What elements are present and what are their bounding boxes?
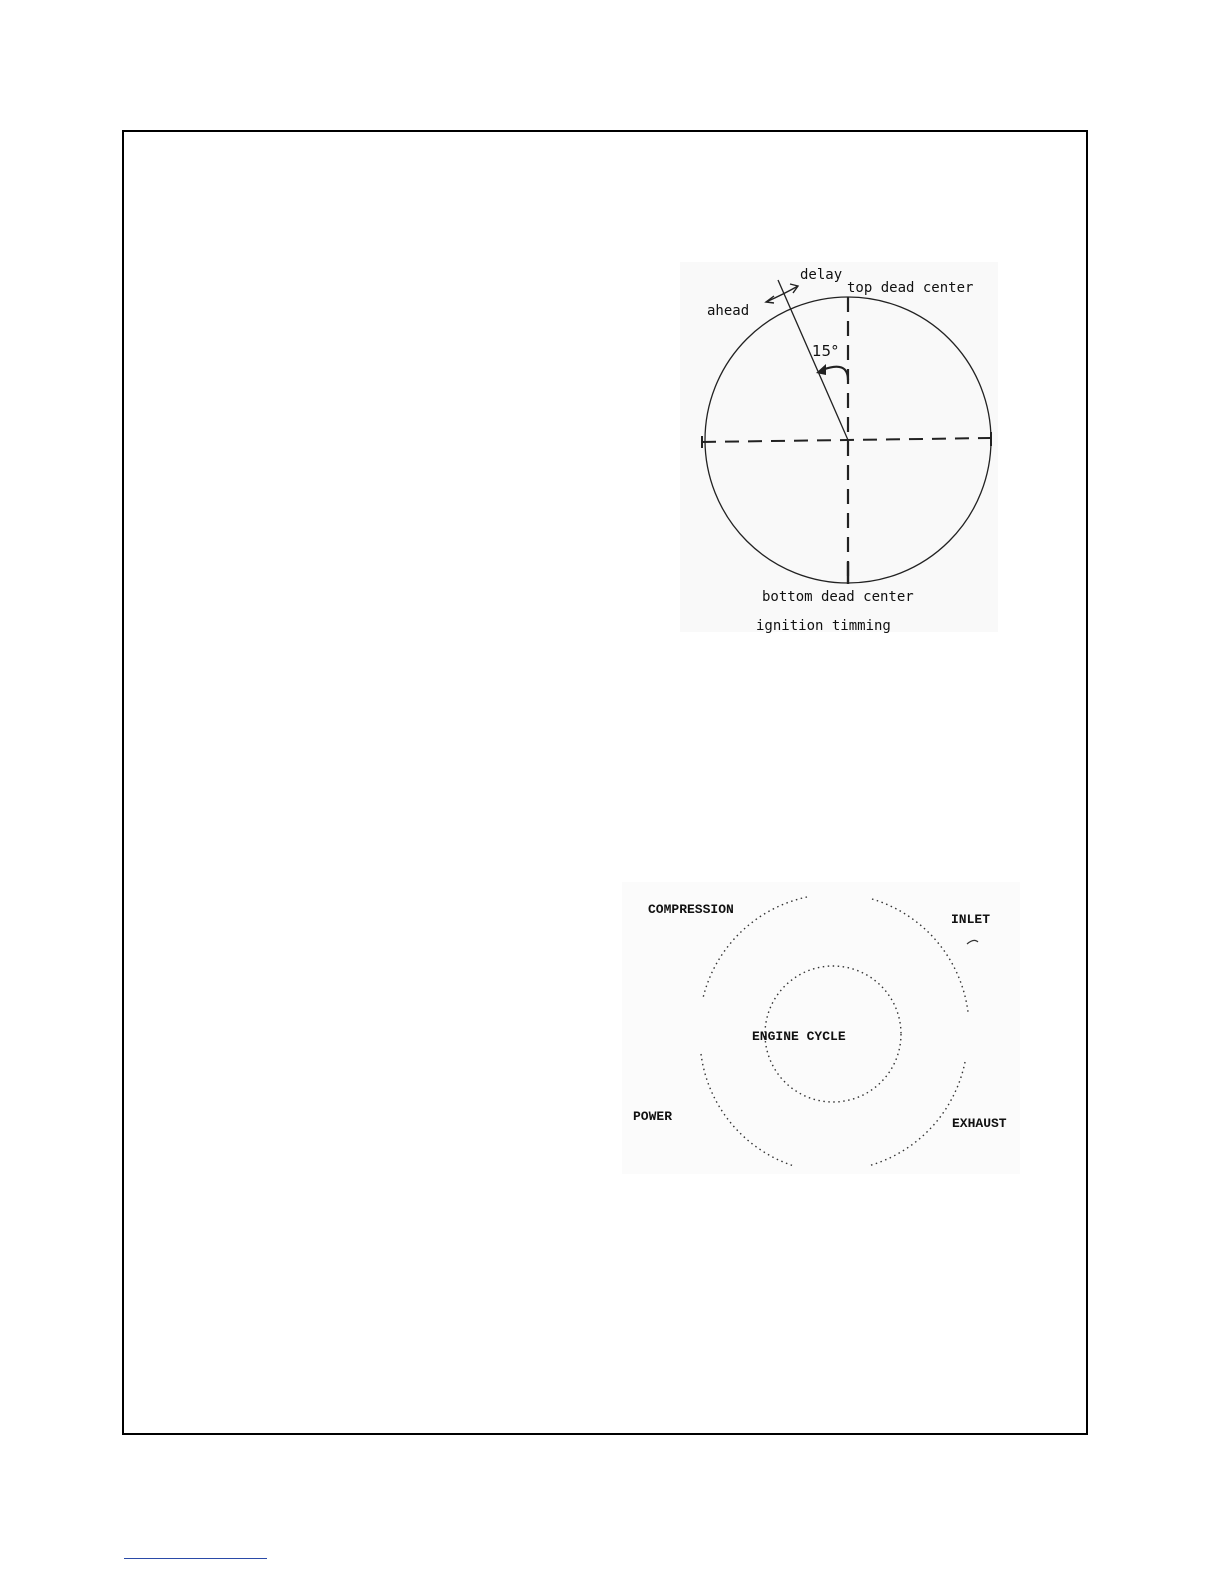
- ahead-label: ahead: [707, 303, 750, 319]
- stroke-label-exhaust: EXHAUST: [952, 1116, 1007, 1131]
- cycle-direction-mark: [967, 940, 978, 944]
- ignition-timing-svg: [680, 262, 998, 632]
- stroke-label-inlet: INLET: [951, 912, 991, 927]
- stroke-label-power: POWER: [633, 1109, 673, 1124]
- engine-cycle-diagram: [622, 882, 1020, 1174]
- diagram-caption: ignition timming: [756, 618, 891, 634]
- stroke-label-compression: COMPRESSION: [648, 902, 734, 917]
- horizontal-axis: [702, 438, 991, 442]
- engine-cycle-svg: [622, 882, 1020, 1174]
- angle-label: 15°: [812, 342, 839, 360]
- tdc-label: top dead center: [847, 280, 974, 296]
- footnote-rule: [124, 1558, 267, 1559]
- engine-cycle-label: ENGINE CYCLE: [752, 1029, 846, 1044]
- bdc-label: bottom dead center: [762, 589, 914, 605]
- exhaust-arc: [868, 1062, 965, 1166]
- ignition-line: [778, 280, 848, 440]
- ignition-timing-diagram: [680, 262, 998, 632]
- delay-label: delay: [800, 267, 843, 283]
- power-arc: [701, 1054, 794, 1166]
